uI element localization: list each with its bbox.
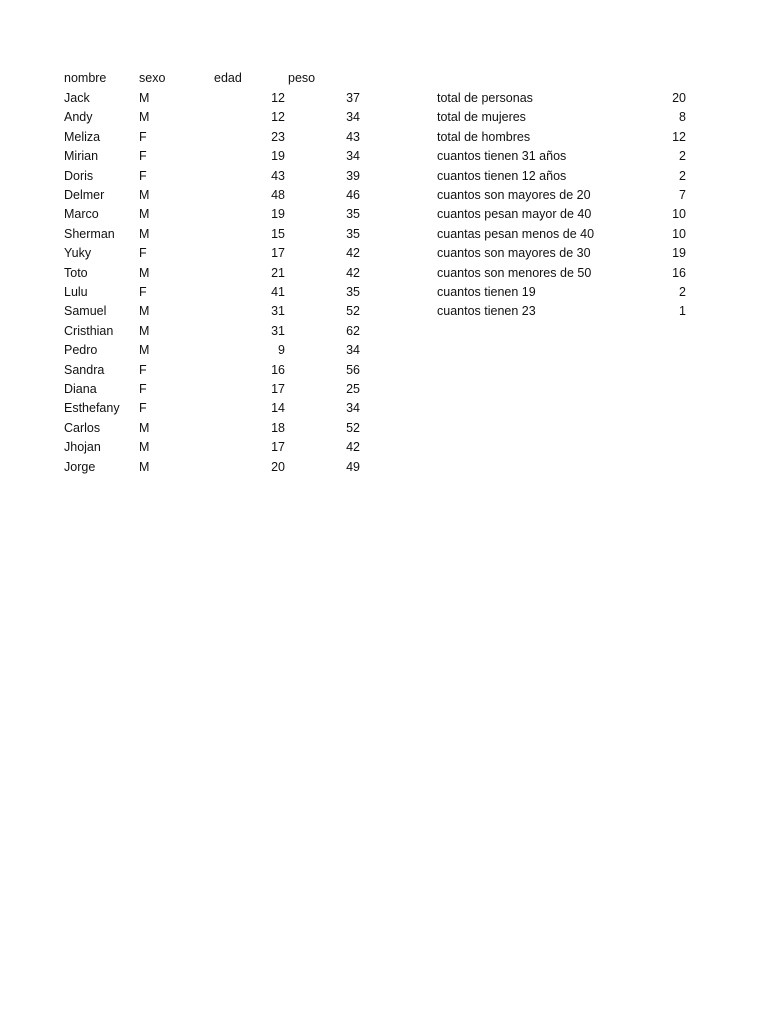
person-nombre: Andy <box>64 110 93 124</box>
person-sexo: M <box>139 110 150 124</box>
person-nombre: Cristhian <box>64 324 114 338</box>
stat-label: total de hombres <box>437 130 531 144</box>
stat-label: cuantos pesan mayor de 40 <box>437 207 592 221</box>
stat-label: cuantas pesan menos de 40 <box>437 227 595 241</box>
person-peso: 34 <box>346 110 360 124</box>
header-peso: peso <box>288 71 316 85</box>
person-edad: 41 <box>271 285 285 299</box>
person-sexo: M <box>139 324 150 338</box>
person-edad: 43 <box>271 169 285 183</box>
header-edad: edad <box>214 71 242 85</box>
person-edad: 14 <box>271 401 285 415</box>
person-sexo: F <box>139 130 147 144</box>
stat-label: total de personas <box>437 91 533 105</box>
person-nombre: Lulu <box>64 285 88 299</box>
person-nombre: Marco <box>64 207 99 221</box>
header-sexo: sexo <box>139 71 166 85</box>
person-peso: 42 <box>346 440 360 454</box>
person-sexo: M <box>139 207 150 221</box>
person-peso: 56 <box>346 363 360 377</box>
person-peso: 34 <box>346 401 360 415</box>
person-sexo: F <box>139 401 147 415</box>
person-sexo: F <box>139 246 147 260</box>
person-edad: 23 <box>271 130 285 144</box>
stat-value: 20 <box>672 91 686 105</box>
person-peso: 34 <box>346 343 360 357</box>
person-nombre: Delmer <box>64 188 105 202</box>
stat-value: 16 <box>672 266 686 280</box>
stat-value: 2 <box>679 169 686 183</box>
person-sexo: F <box>139 363 147 377</box>
person-peso: 52 <box>346 304 360 318</box>
person-peso: 34 <box>346 149 360 163</box>
person-peso: 25 <box>346 382 360 396</box>
person-edad: 18 <box>271 421 285 435</box>
person-sexo: F <box>139 149 147 163</box>
person-peso: 43 <box>346 130 360 144</box>
person-sexo: M <box>139 440 150 454</box>
person-peso: 35 <box>346 207 360 221</box>
stat-value: 1 <box>679 304 686 318</box>
person-nombre: Toto <box>64 266 88 280</box>
person-edad: 15 <box>271 227 285 241</box>
person-nombre: Jorge <box>64 460 96 474</box>
stat-label: cuantos tienen 23 <box>437 304 536 318</box>
person-peso: 49 <box>346 460 360 474</box>
stat-value: 10 <box>672 227 686 241</box>
stat-value: 12 <box>672 130 686 144</box>
person-peso: 37 <box>346 91 360 105</box>
stat-label: cuantos tienen 31 años <box>437 149 567 163</box>
stat-label: cuantos tienen 12 años <box>437 169 567 183</box>
person-edad: 19 <box>271 207 285 221</box>
person-sexo: M <box>139 304 150 318</box>
stat-value: 8 <box>679 110 686 124</box>
person-nombre: Sandra <box>64 363 105 377</box>
person-nombre: Jack <box>64 91 90 105</box>
person-peso: 42 <box>346 266 360 280</box>
person-peso: 46 <box>346 188 360 202</box>
person-nombre: Mirian <box>64 149 99 163</box>
stat-label: cuantos son mayores de 20 <box>437 188 591 202</box>
stat-value: 2 <box>679 149 686 163</box>
person-nombre: Esthefany <box>64 401 120 415</box>
person-edad: 17 <box>271 440 285 454</box>
stat-label: total de mujeres <box>437 110 526 124</box>
person-nombre: Pedro <box>64 343 98 357</box>
stat-value: 19 <box>672 246 686 260</box>
person-sexo: M <box>139 227 150 241</box>
stat-value: 10 <box>672 207 686 221</box>
person-edad: 17 <box>271 246 285 260</box>
person-nombre: Sherman <box>64 227 115 241</box>
person-edad: 31 <box>271 324 285 338</box>
stat-value: 2 <box>679 285 686 299</box>
person-sexo: M <box>139 460 150 474</box>
person-edad: 31 <box>271 304 285 318</box>
person-sexo: M <box>139 343 150 357</box>
person-sexo: F <box>139 285 147 299</box>
person-peso: 42 <box>346 246 360 260</box>
person-nombre: Yuky <box>64 246 92 260</box>
person-edad: 20 <box>271 460 285 474</box>
person-peso: 62 <box>346 324 360 338</box>
stat-value: 7 <box>679 188 686 202</box>
person-nombre: Carlos <box>64 421 101 435</box>
person-peso: 39 <box>346 169 360 183</box>
person-nombre: Jhojan <box>64 440 101 454</box>
stat-label: cuantos son menores de 50 <box>437 266 592 280</box>
person-peso: 35 <box>346 285 360 299</box>
person-peso: 52 <box>346 421 360 435</box>
stat-label: cuantos tienen 19 <box>437 285 536 299</box>
stat-label: cuantos son mayores de 30 <box>437 246 591 260</box>
person-edad: 12 <box>271 110 285 124</box>
person-edad: 48 <box>271 188 285 202</box>
person-sexo: M <box>139 91 150 105</box>
person-nombre: Samuel <box>64 304 107 318</box>
person-edad: 9 <box>278 343 285 357</box>
person-nombre: Meliza <box>64 130 101 144</box>
person-edad: 19 <box>271 149 285 163</box>
person-sexo: M <box>139 266 150 280</box>
person-nombre: Doris <box>64 169 94 183</box>
person-edad: 12 <box>271 91 285 105</box>
person-sexo: M <box>139 188 150 202</box>
person-sexo: M <box>139 421 150 435</box>
person-nombre: Diana <box>64 382 97 396</box>
person-edad: 17 <box>271 382 285 396</box>
person-edad: 16 <box>271 363 285 377</box>
person-peso: 35 <box>346 227 360 241</box>
person-sexo: F <box>139 382 147 396</box>
person-edad: 21 <box>271 266 285 280</box>
header-nombre: nombre <box>64 71 107 85</box>
person-sexo: F <box>139 169 147 183</box>
